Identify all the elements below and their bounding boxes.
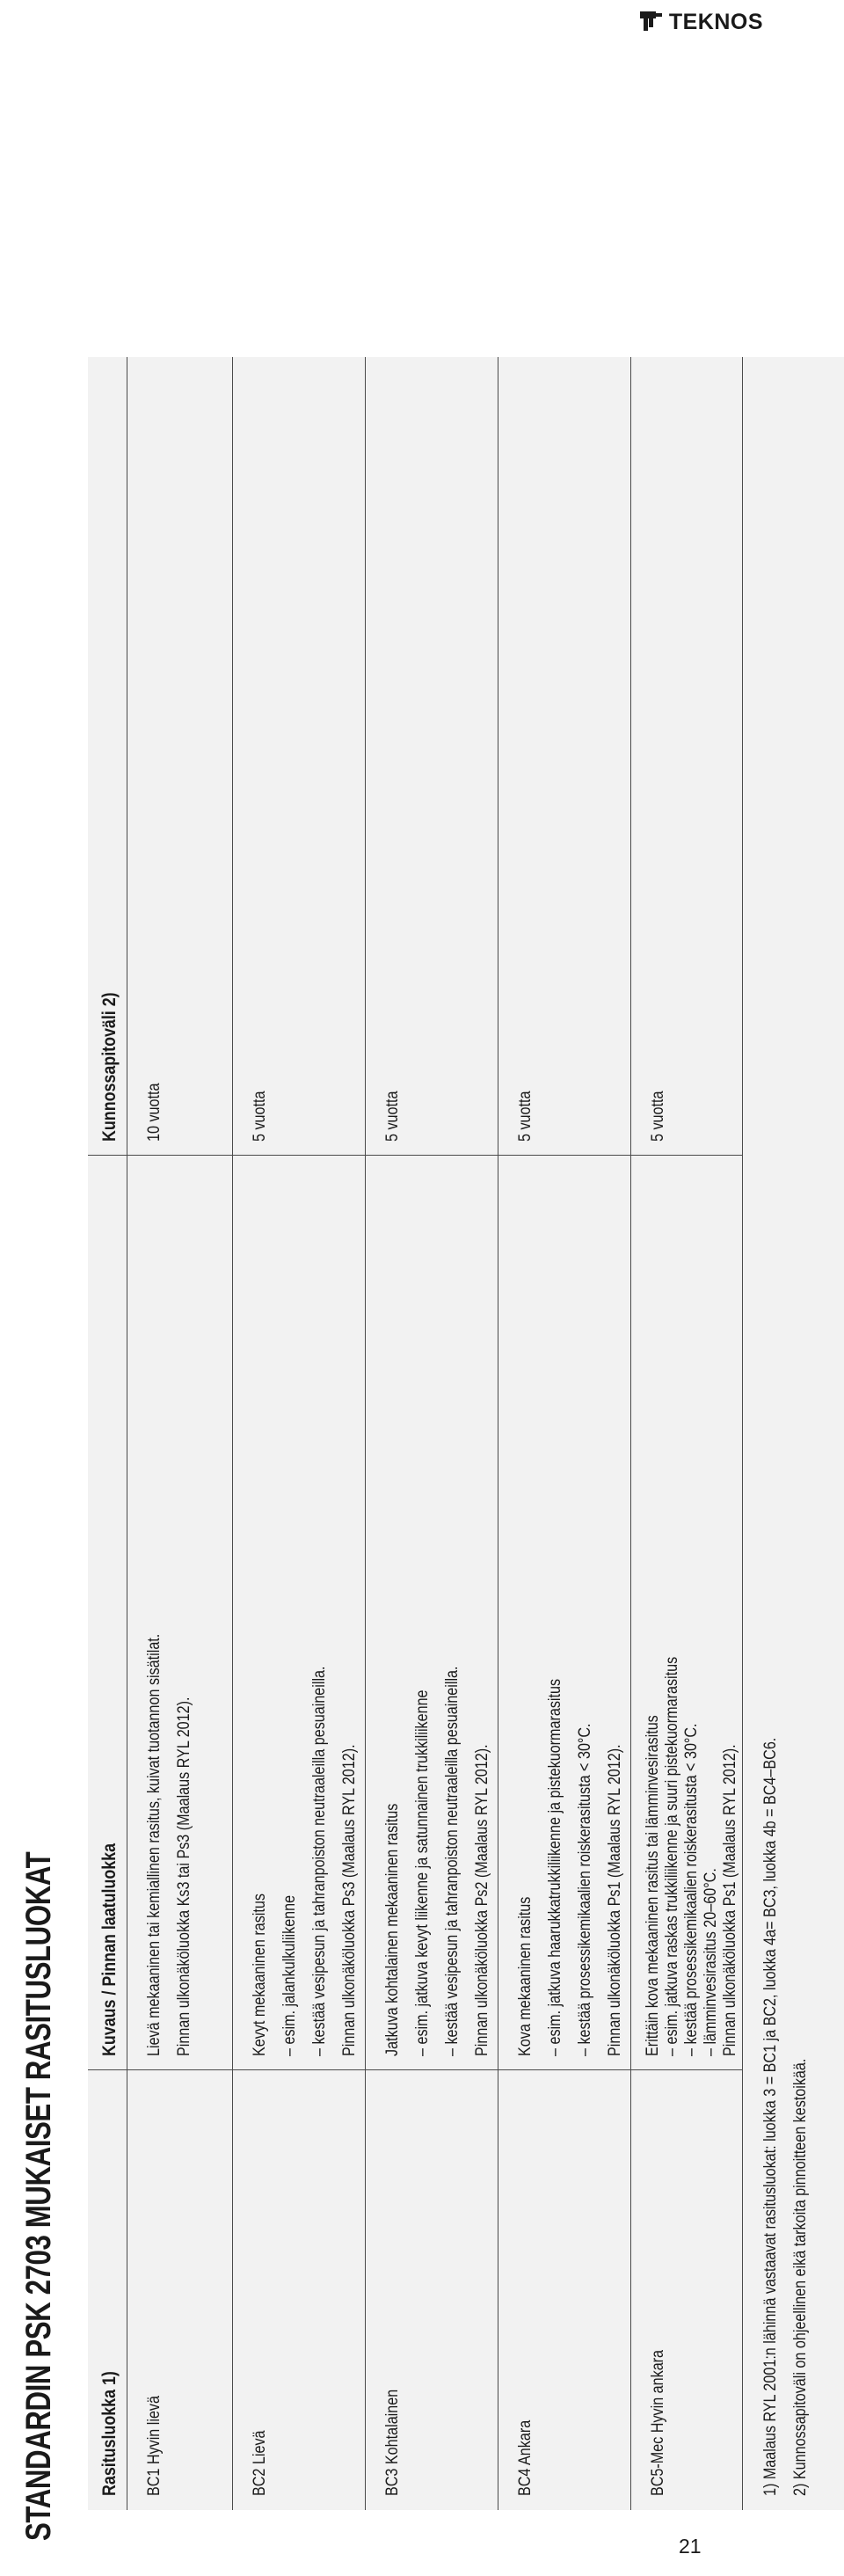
page-title: STANDARDIN PSK 2703 MUKAISET RASITUSLUOKAT [19, 1851, 58, 2541]
footnotes [756, 1738, 816, 2496]
row-description [644, 1657, 740, 2056]
description-line: Kova mekaaninen rasitus [516, 1896, 535, 2056]
row-class: BC3 Kohtalainen [383, 2389, 402, 2496]
row-interval: 5 vuotta [649, 1091, 667, 1142]
row-description [140, 1634, 200, 2056]
description-line: – kestää prosessikemikaalien roiskerasitusta < 30°C. [682, 1723, 701, 2056]
header-interval: Kunnossapitoväli 2) [99, 992, 120, 1142]
description-line: – kestää vesipesun ja tahranpoiston neutraaleilla pesuaineilla. [310, 1666, 329, 2056]
row-interval: 5 vuotta [383, 1091, 402, 1142]
description-line: – lämminvesirasitus 20–60°C. [702, 1868, 720, 2056]
description-line: Erittäin kova mekaaninen rasitus tai lämminvesirasitus [644, 1715, 662, 2056]
description-line: Pinnan ulkonäköluokka Ps3 (Maalaus RYL 2012). [340, 1744, 359, 2056]
row-interval: 5 vuotta [251, 1091, 269, 1142]
row-interval: 5 vuotta [516, 1091, 535, 1142]
description-line: Pinnan ulkonäköluokka Ps1 (Maalaus RYL 2012). [606, 1744, 624, 2056]
table-row [366, 357, 498, 2510]
header-description: Kuvaus / Pinnan laatuluokka [99, 1843, 120, 2056]
description-line: – esim. jatkuva haarukkatrukkiliikenne ja pistekuormarasitus [546, 1678, 564, 2056]
description-line: – kestää prosessikemikaalien roiskerasitusta < 30°C. [576, 1723, 594, 2056]
row-description [378, 1666, 498, 2056]
brand-name: TEKNOS [668, 9, 763, 34]
page-number: 21 [679, 2535, 702, 2558]
description-line: Kevyt mekaaninen rasitus [251, 1894, 269, 2056]
table-row [233, 357, 366, 2510]
table-row [498, 357, 631, 2510]
footnote: 1) Maalaus RYL 2001:n lähinnä vastaavat rasitusluokat: luokka 3 = BC1 ja BC2, luokka 4a= BC3, luokka 4b = BC4–BC6. [761, 1737, 780, 2496]
description-line: Pinnan ulkonäköluokka Ks3 tai Ps3 (Maalaus RYL 2012). [175, 1697, 193, 2056]
description-line: Jatkuva kohtalainen mekaaninen rasitus [383, 1803, 402, 2056]
description-line: Pinnan ulkonäköluokka Ps2 (Maalaus RYL 2012). [473, 1744, 491, 2056]
row-description [511, 1679, 630, 2056]
row-class: BC1 Hyvin lievä [145, 2396, 164, 2496]
classification-table [88, 357, 844, 2510]
description-line: Lievä mekaaninen tai kemiallinen rasitus, kuivat tuotannon sisätilat. [145, 1633, 164, 2056]
table-row [631, 357, 743, 2510]
row-class: BC4 Ankara [516, 2419, 535, 2496]
row-description [245, 1666, 365, 2056]
description-line: – esim. jatkuva raskas trukkiliikenne ja suuri pistekuormarasitus [663, 1656, 681, 2056]
table-row [127, 357, 233, 2510]
row-interval: 10 vuotta [145, 1083, 164, 1142]
row-class: BC5-Mec Hyvin ankara [649, 2349, 667, 2496]
footnote: 2) Kunnossapitoväli on ohjeellinen eikä tarkoita pinnoitteen kestoikää. [791, 2058, 810, 2496]
table-header-row [88, 357, 127, 2510]
description-line: – esim. jatkuva kevyt liikenne ja satunnainen trukkiliikenne [413, 1689, 432, 2056]
description-line: Pinnan ulkonäköluokka Ps1 (Maalaus RYL 2012). [721, 1744, 739, 2056]
description-line: – kestää vesipesun ja tahranpoiston neutraaleilla pesuaineilla. [443, 1666, 462, 2056]
header-class: Rasitusluokka 1) [99, 2371, 120, 2496]
row-class: BC2 Lievä [251, 2430, 269, 2496]
description-line: – esim. jalankulkuliikenne [280, 1894, 299, 2056]
